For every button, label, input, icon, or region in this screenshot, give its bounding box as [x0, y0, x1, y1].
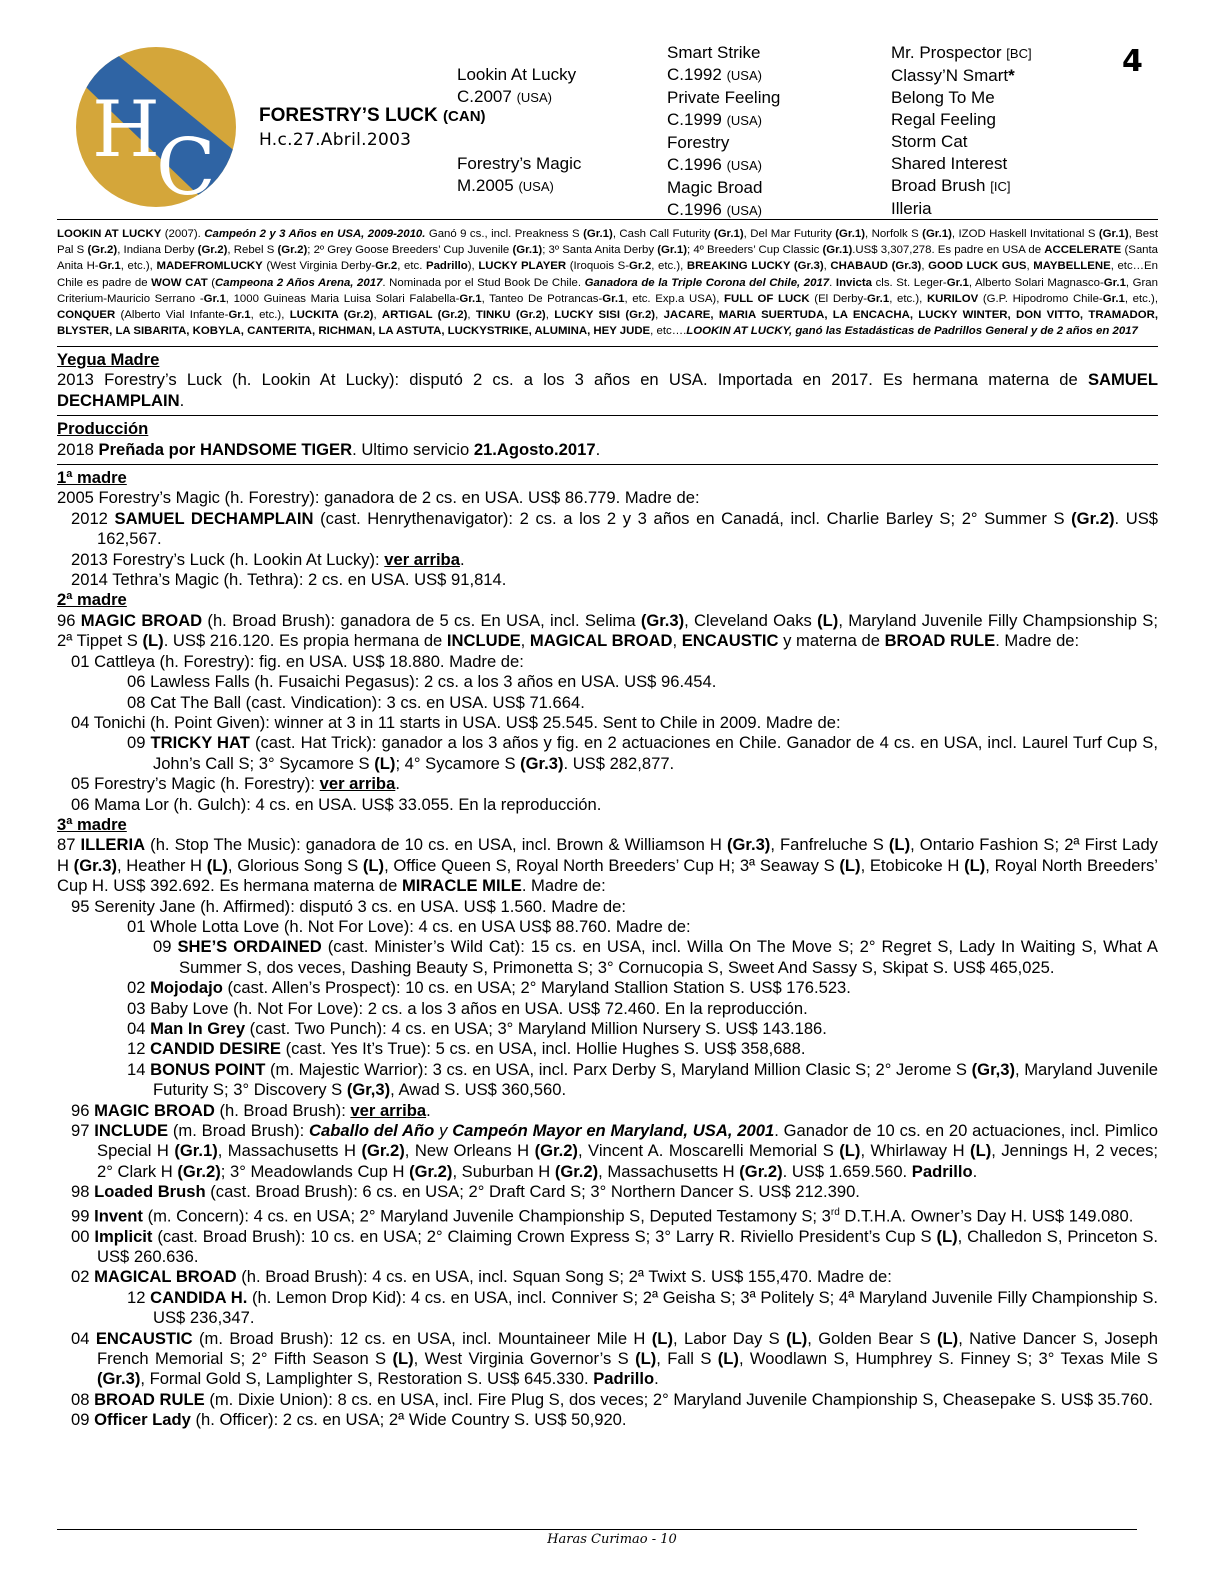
list-item: 08 Cat The Ball (cast. Vindication): 3 cs. en USA. US$ 71.664. — [127, 692, 585, 712]
list-item: 96 MAGIC BROAD (h. Broad Brush): ganadora de 5 cs. En USA, incl. Selima (Gr.3), Cleveland Oaks (L), Maryland Juvenile Filly Champsionship S; 2ª Tippet S (L). US$ 216.120. Es propia hermana de INCLUDE, MAGICAL BROAD, ENCAUSTIC y materna de BROAD RULE. Madre de: — [57, 610, 1158, 651]
list-item: 04 Man In Grey (cast. Two Punch): 4 cs. en USA; 3° Maryland Million Nursery S. US$ 143.186. — [127, 1019, 827, 1038]
page-footer: Haras Curimao - 10 — [547, 1532, 677, 1547]
divider — [57, 415, 1158, 416]
list-item: 2013 Forestry’s Luck (h. Lookin At Lucky): ver arriba. — [71, 549, 465, 569]
list-item: 2005 Forestry’s Magic (h. Forestry): ganadora de 2 cs. en USA. US$ 86.779. Madre de: — [57, 488, 700, 508]
list-item: 02 MAGICAL BROAD (h. Broad Brush): 4 cs. en USA, incl. Squan Song S; 2ª Twixt S. US$ 155,470. Madre de: — [71, 1267, 892, 1287]
produccion-text: 2018 Preñada por HANDSOME TIGER. Ultimo servicio 21.Agosto.2017. — [57, 439, 601, 459]
list-item: 02 Mojodajo (cast. Allen’s Prospect): 10 cs. en USA; 2° Maryland Stallion Station S. US$ 176.523. — [127, 978, 851, 998]
list-item: 04 Tonichi (h. Point Given): winner at 3 in 11 starts in USA. US$ 25.545. Sent to Chile in 2009. Madre de: — [71, 712, 841, 732]
horse-name: FORESTRY’S LUCK (CAN) — [259, 105, 486, 126]
pedigree-col1-dam: Forestry’s Magic M.2005 (USA) — [457, 154, 582, 195]
list-item: 06 Mama Lor (h. Gulch): 4 cs. en USA. US$ 33.055. En la reproducción. — [71, 794, 602, 814]
list-item: 95 Serenity Jane (h. Affirmed): disputó 3 cs. en USA. US$ 1.560. Madre de: — [71, 896, 626, 916]
horse-country: (CAN) — [443, 108, 486, 125]
list-item: 12 CANDID DESIRE (cast. Yes It’s True): 5 cs. en USA, incl. Hollie Hughes S. US$ 358,688. — [127, 1039, 806, 1059]
section-yegua-madre: Yegua Madre — [57, 350, 160, 369]
list-item: 2012 SAMUEL DECHAMPLAIN (cast. Henrythenavigator): 2 cs. a los 2 y 3 años en Canadá, incl. Charlie Barley S; 2° Summer S (Gr.2). US$ 162,567. — [71, 508, 1158, 549]
sire-paragraph: LOOKIN AT LUCKY (2007). Campeón 2 y 3 Años en USA, 2009-2010. Ganó 9 cs., incl. Preakness S (Gr.1), Cash Call Futurity (Gr.1), Del Mar Futurity (Gr.1), Norfolk S (Gr.1), IZOD Haskell Invitational S (Gr.1), Best Pal S (Gr.2), Indiana Derby (Gr.2), Rebel S (Gr.2); 2º Grey Goose Breeders’ Cup Juvenile (Gr.1); 3º Santa Anita Derby (Gr.1); 4º Breeders’ Cup Classic (Gr.1).US$ 3,307,278. Es padre en USA de ACCELERATE (Santa Anita H-Gr.1, etc.), MADEFROMLUCKY (West Virginia Derby-Gr.2, etc. Padrillo), LUCKY PLAYER (Iroquois S-Gr.2, etc.), BREAKING LUCKY (Gr.3), CHABAUD (Gr.3), GOOD LUCK GUS, MAYBELLENE, etc…En Chile es padre de WOW CAT (Campeona 2 Años Arena, 2017. Nominada por el Stud Book De Chile. Ganadora de la Triple Corona del Chile, 2017. Invicta cls. St. Leger-Gr.1, Alberto Solari Magnasco-Gr.1, Gran Criterium-Mauricio Serrano -Gr.1, 1000 Guineas Maria Luisa Solari Falabella-Gr.1, Tanteo De Potrancas-Gr.1, etc. Exp.a USA), FULL OF LUCK (El Derby-Gr.1, etc.), KURILOV (G.P. Hipodromo Chile-Gr.1, etc.), CONQUER (Alberto Vial Infante-Gr.1, etc.), LUCKITA (Gr.2), ARTIGAL (Gr.2), TINKU (Gr.2), LUCKY SISI (Gr.2), JACARE, MARIA SUERTUDA, LA ENCACHA, LUCKY WINTER, DON VITTO, TRAMADOR, BLYSTER, LA SIBARITA, KOBYLA, CANTERITA, RICHMAN, LA ASTUTA, LUCKYSTRIKE, ALUMINA, HEY JUDE, etc….LOOKIN AT LUCKY, ganó las Estadásticas de Padrillos General y de 2 años en 2017 — [57, 228, 1159, 338]
horse-birth: H.c.27.Abril.2003 — [259, 130, 412, 150]
list-item: 12 CANDIDA H. (h. Lemon Drop Kid): 4 cs. en USA, incl. Conniver S; 2ª Geisha S; 3ª Politely S; 4ª Maryland Juvenile Filly Championship S. US$ 236,347. — [127, 1287, 1158, 1328]
page-mark: 4 — [1122, 44, 1143, 79]
pedigree-col2: Smart Strike C.1992 (USA) Private Feeling C.1999 (USA) Forestry C.1996 (USA) Magic Broad C.1996 (USA) — [667, 43, 781, 219]
footer-rule — [57, 1529, 1137, 1530]
list-item: 03 Baby Love (h. Not For Love): 2 cs. a los 3 años en USA. US$ 72.460. En la reproducción. — [127, 998, 808, 1018]
svg-text:H: H — [92, 85, 161, 175]
pedigree-col1-sire: Lookin At Lucky C.2007 (USA) — [457, 65, 577, 106]
list-item: 01 Cattleya (h. Forestry): fig. en USA. US$ 18.880. Madre de: — [71, 651, 524, 671]
list-item: 2014 Tethra’s Magic (h. Tethra): 2 cs. en USA. US$ 91,814. — [71, 570, 507, 590]
list-item: 14 BONUS POINT (m. Majestic Warrior): 3 cs. en USA, incl. Parx Derby S, Maryland Million Clasic S; 2° Jerome S (Gr,3), Maryland Juvenile Futurity S; 3° Discovery S (Gr,3), Awad S. US$ 360,560. — [127, 1059, 1158, 1100]
list-item: 99 Invent (m. Concern): 4 cs. en USA; 2° Maryland Juvenile Championship S, Deputed Testamony S; 3rd D.T.H.A. Owner’s Day H. US$ 149.080. — [71, 1206, 1134, 1226]
list-item: 87 ILLERIA (h. Stop The Music): ganadora de 10 cs. en USA, incl. Brown & Williamson H (Gr.3), Fanfreluche S (L), Ontario Fashion S; 2ª First Lady H (Gr.3), Heather H (L), Glorious Song S (L), Office Queen S, Royal North Breeders’ Cup H; 3ª Seaway S (L), Etobicoke H (L), Royal North Breeders’ Cup H. US$ 392.692. Es hermana materna de MIRACLE MILE. Madre de: — [57, 835, 1158, 896]
yegua-text: 2013 Forestry’s Luck (h. Lookin At Lucky): disputó 2 cs. a los 3 años en USA. Importada en 2017. Es hermana materna de SAMUEL DECHAMPLAIN. — [57, 370, 1158, 410]
pedigree-col3: Mr. Prospector [BC] Classy’N Smart* Belong To Me Regal Feeling Storm Cat Shared Interest Broad Brush [IC] Illeria — [891, 43, 1032, 218]
list-item: 04 ENCAUSTIC (m. Broad Brush): 12 cs. en USA, incl. Mountaineer Mile H (L), Labor Day S (L), Golden Bear S (L), Native Dancer S, Joseph French Memorial S; 2° Fifth Season S (L), West Virginia Governor’s S (L), Fall S (L), Woodlawn S, Humphrey S. Finney S; 3° Texas Mile S (Gr.3), Formal Gold S, Lamplighter S, Restoration S. US$ 645.330. Padrillo. — [71, 1328, 1159, 1389]
list-item: 06 Lawless Falls (h. Fusaichi Pegasus): 2 cs. a los 3 años en USA. US$ 96.454. — [127, 672, 717, 692]
list-item: 05 Forestry’s Magic (h. Forestry): ver arriba. — [71, 774, 400, 794]
svg-text:C: C — [156, 123, 216, 210]
list-item: 09 TRICKY HAT (cast. Hat Trick): ganador a los 3 años y fig. en 2 actuaciones en Chile. Ganador de 4 cs. en USA, incl. Laurel Turf Cup S, John’s Call S; 3° Sycamore S (L); 4° Sycamore S (Gr.3). US$ 282,877. — [127, 733, 1158, 773]
list-item: 09 Officer Lady (h. Officer): 2 cs. en USA; 2ª Wide Country S. US$ 50,920. — [71, 1410, 627, 1430]
list-item: 01 Whole Lotta Love (h. Not For Love): 4 cs. en USA US$ 88.760. Madre de: — [127, 916, 691, 936]
section-produccion: Producción — [57, 419, 149, 439]
list-item: 08 BROAD RULE (m. Dixie Union): 8 cs. en USA, incl. Fire Plug S, dos veces; 2° Maryland Juvenile Championship S, Cheasepake S. US$ 35.760. — [71, 1389, 1154, 1409]
divider — [57, 464, 1158, 465]
main-body — [57, 350, 1158, 1431]
list-item: 00 Implicit (cast. Broad Brush): 10 cs. en USA; 2° Claiming Crown Express S; 3° Larry R. Riviello President’s Cup S (L), Challedon S, Princeton S. US$ 260.636. — [71, 1226, 1158, 1266]
list-item: 09 SHE’S ORDAINED (cast. Minister’s Wild Cat): 15 cs. en USA, incl. Willa On The Move S; 2° Regret S, Lady In Waiting S, What A Summer S, dos veces, Dashing Beauty S, Primonetta S; 3° Cornucopia S, Sweet And Sassy S, Skipat S. US$ 465,025. — [153, 937, 1158, 977]
list-item: 96 MAGIC BROAD (h. Broad Brush): ver arriba. — [71, 1100, 431, 1120]
section-3a-madre: 3ª madre — [57, 814, 127, 834]
list-item: 97 INCLUDE (m. Broad Brush): Caballo del Año y Campeón Mayor en Maryland, USA, 2001. Ganador de 10 cs. en 20 actuaciones, incl. Pimlico Special H (Gr.1), Massachusetts H (Gr.2), New Orleans H (Gr.2), Vincent A. Moscarelli Memorial S (L), Whirlaway H (L), Jennings H, 2 veces; 2° Clark H (Gr.2); 3° Meadowlands Cup H (Gr.2), Suburban H (Gr.2), Massachusetts H (Gr.2). US$ 1.659.560. Padrillo. — [71, 1121, 1158, 1181]
section-1a-madre: 1ª madre — [57, 468, 127, 488]
header-rule — [57, 219, 1158, 220]
section-2a-madre: 2ª madre — [57, 590, 127, 610]
sire-rule — [57, 346, 1158, 347]
haras-curimao-logo — [64, 44, 248, 210]
list-item: 98 Loaded Brush (cast. Broad Brush): 6 cs. en USA; 2° Draft Card S; 3° Northern Dancer S. US$ 212.390. — [71, 1182, 860, 1202]
